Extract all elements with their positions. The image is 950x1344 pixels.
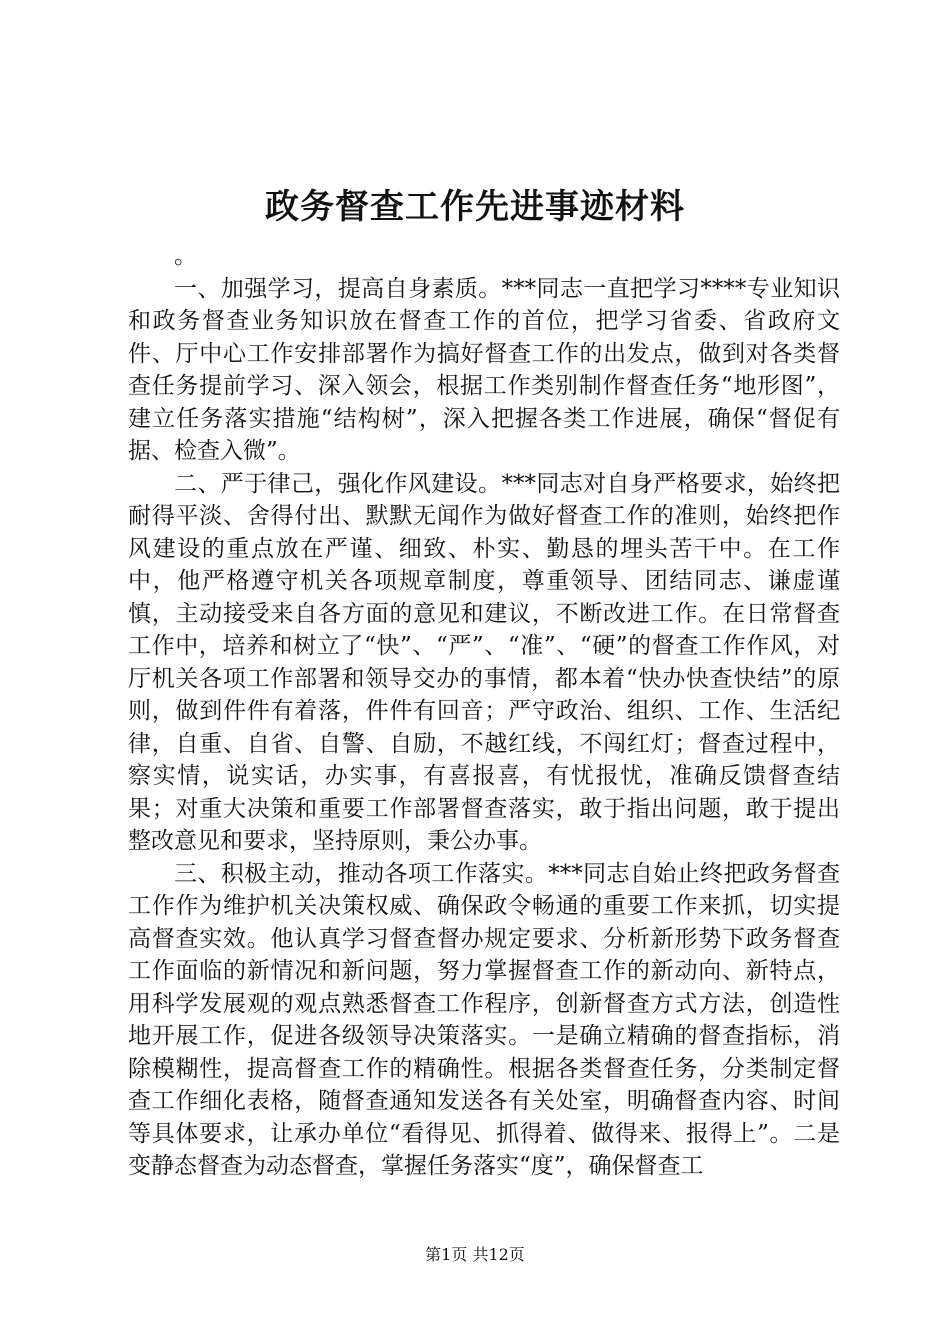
paragraph-1: 一、加强学习，提高自身素质。***同志一直把学习****专业知识和政务督查业务知识放在督查工作的首位，把学习省委、省政府文件、厅中心工作安排部署作为搞好督查工作的出发点，做到对各类督查任务提前学习、深入领会，根据工作类别制作督查任务“地形图”，建立任务落实措施“结构树”，深入把握各类工作进展，确保“督促有据、检查入微”。 bbox=[128, 275, 840, 464]
paragraph-intro: 。 bbox=[174, 243, 197, 269]
paragraph-2: 二、严于律己，强化作风建设。***同志对自身严格要求，始终把耐得平淡、舍得付出、默默无闻作为做好督查工作的准则，始终把作风建设的重点放在严谨、细致、朴实、勤恳的埋头苦干中。在工作中，他严格遵守机关各项规章制度，尊重领导、团结同志、谦虚谨慎，主动接受来自各方面的意见和建议，不断改进工作。在日常督查工作中，培养和树立了“快”、“严”、“准”、“硬”的督查工作作风，对厅机关各项工作部署和领导交办的事情，都本着“快办快查快结”的原则，做到件件有着落，件件有回音；严守政治、组织、工作、生活纪律，自重、自省、自警、自励，不越红线，不闯红灯；督查过程中，察实情，说实话，办实事，有喜报喜，有忧报忧，准确反馈督查结果；对重大决策和重要工作部署督查落实，敢于指出问题，敢于提出整改意见和要求，坚持原则，秉公办事。 bbox=[128, 470, 840, 854]
document-title: 政务督查工作先进事迹材料 bbox=[265, 187, 685, 227]
page-footer: 第1页 共12页 bbox=[425, 1245, 525, 1264]
document-body bbox=[128, 240, 840, 1183]
paragraph-3: 三、积极主动，推动各项工作落实。***同志自始止终把政务督查工作作为维护机关决策权威、确保政令畅通的重要工作来抓，切实提高督查实效。他认真学习督查督办规定要求、分析新形势下政务督查工作面临的新情况和新问题，努力掌握督查工作的新动向、新特点，用科学发展观的观点熟悉督查工作程序，创新督查方式方法，创造性地开展工作，促进各级领导决策落实。一是确立精确的督查指标，消除模糊性，提高督查工作的精确性。根据各类督查任务，分类制定督查工作细化表格，随督查通知发送各有关处室，明确督查内容、时间等具体要求，让承办单位“看得见、抓得着、做得来、报得上”。二是变静态督查为动态督查，掌握任务落实“度”，确保督查工 bbox=[128, 860, 840, 1179]
